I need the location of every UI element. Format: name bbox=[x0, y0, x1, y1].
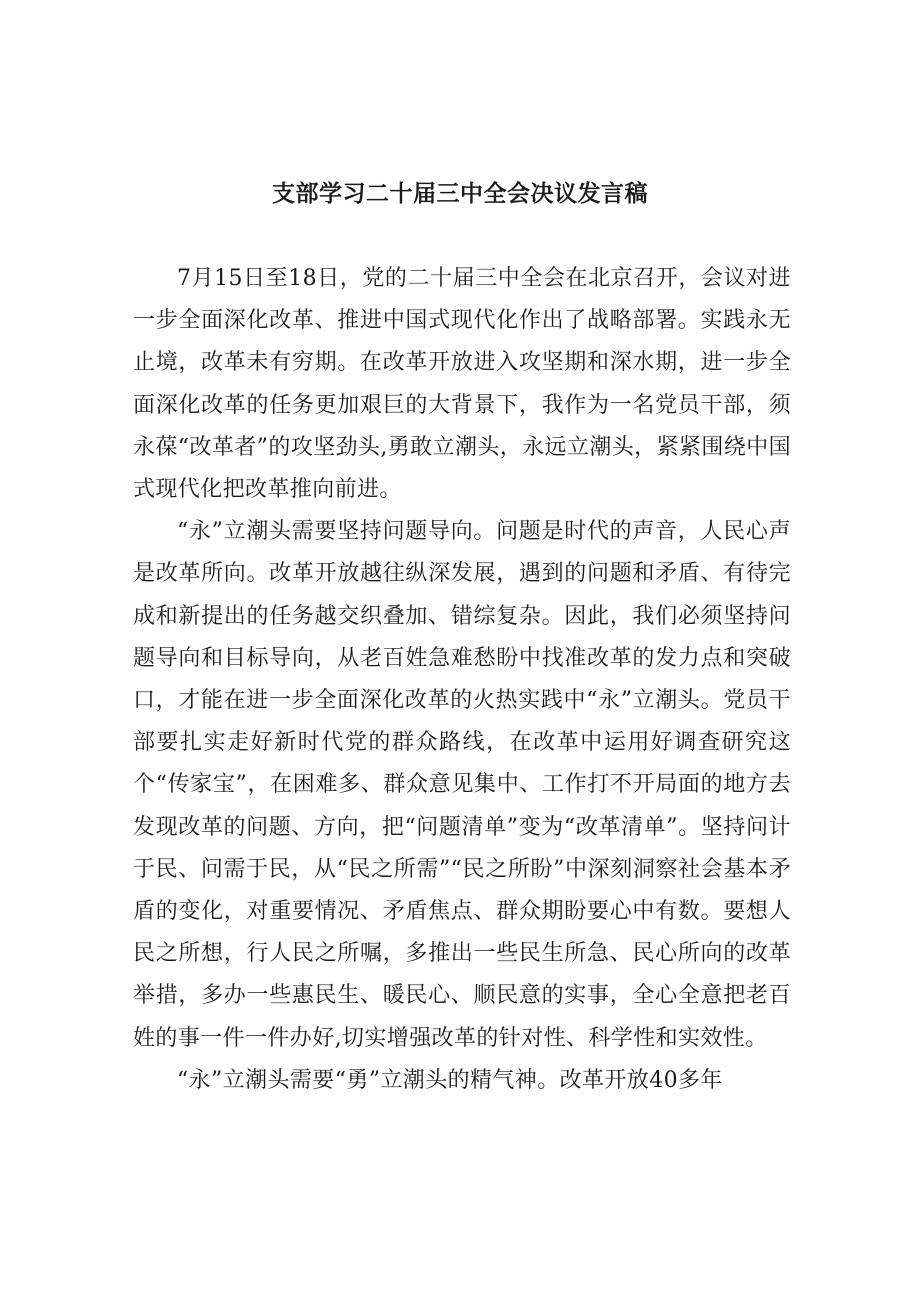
paragraph-1: 7月15日至18日，党的二十届三中全会在北京召开，会议对进一步全面深化改革、推进中国式现代化作出了战略部署。实践永无止境，改革未有穷期。在改革开放进入攻坚期和深水期，进一步全面深化改革的任务更加艰巨的大背景下，我作为一名党员干部，须永葆“改革者”的攻坚劲头,勇敢立潮头，永远立潮头，紧紧围绕中国式现代化把改革推向前进。 bbox=[133, 266, 791, 503]
paragraph-2: “永”立潮头需要坚持问题导向。问题是时代的声音，人民心声是改革所向。改革开放越往纵深发展，遇到的问题和矛盾、有待完成和新提出的任务越交织叠加、错综复杂。因此，我们必须坚持问题导向和目标导向，从老百姓急难愁盼中找准改革的发力点和突破口，才能在进一步全面深化改革的火热实践中“永”立潮头。党员干部要扎实走好新时代党的群众路线，在改革中运用好调查研究这个“传家宝”，在困难多、群众意见集中、工作打不开局面的地方去发现改革的问题、方向，把“问题清单”变为“改革清单”。坚持问计于民、问需于民，从“民之所需”“民之所盼”中深刻洞察社会基本矛盾的变化，对重要情况、矛盾焦点、群众期盼要心中有数。要想人民之所想，行人民之所嘱，多推出一些民生所急、民心所向的改革举措，多办一些惠民生、暖民心、顺民意的实事，全心全意把老百姓的事一件一件办好,切实增强改革的针对性、科学性和实效性。 bbox=[133, 519, 791, 1051]
document-body bbox=[133, 258, 791, 1102]
document-title: 支部学习二十届三中全会决议发言稿 bbox=[272, 181, 648, 207]
paragraph-3: “永”立潮头需要“勇”立潮头的精气神。改革开放40多年 bbox=[177, 1067, 723, 1093]
